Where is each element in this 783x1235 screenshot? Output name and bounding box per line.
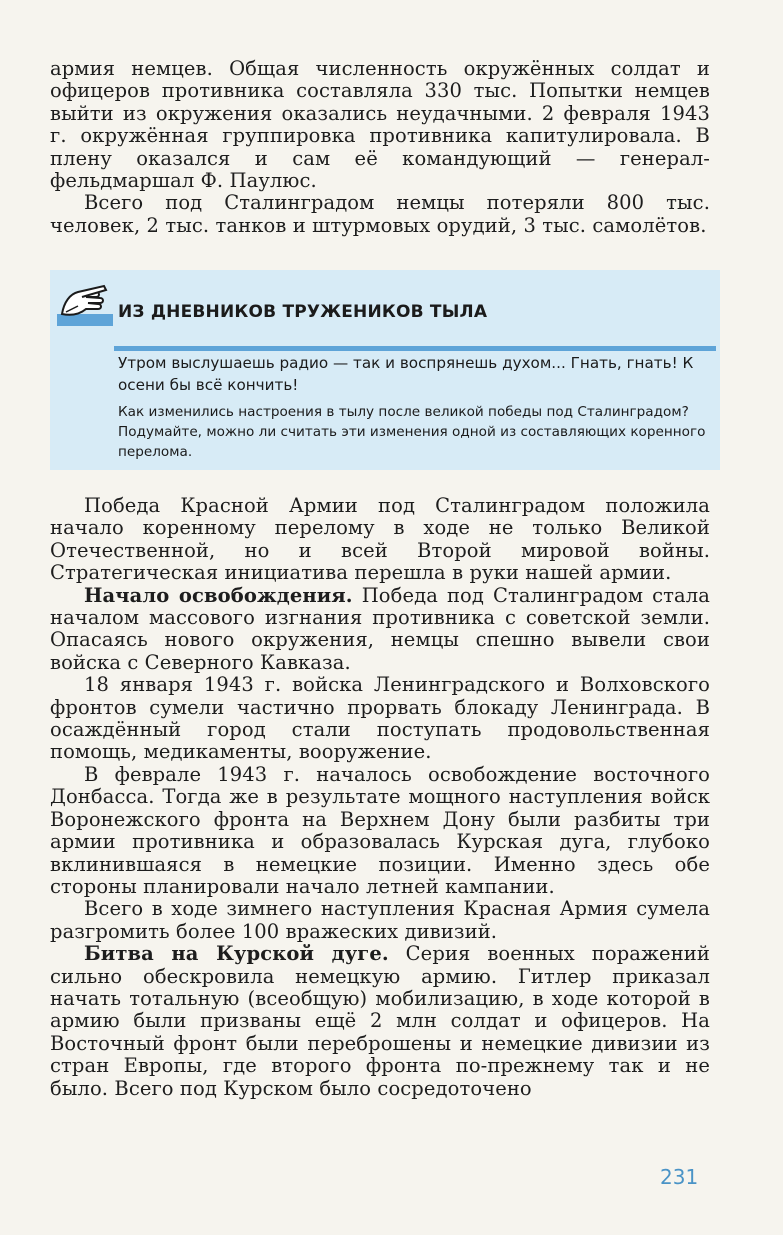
paragraph	[50, 943, 710, 1100]
paragraph: В феврале 1943 г. началось освобождение восточного Донбасса. Тогда же в результате мощного наступления войск Воронежского фронта на Верхнем Дону были разбиты три армии противника и образовалась Курская дуга, глубоко вклинившаяся в немецкие позиции. Именно здесь обе стороны планировали начало летней кампании.	[50, 762, 710, 898]
main-text-block	[50, 495, 710, 1100]
paragraph: Победа Красной Армии под Сталинградом положила начало коренному перелому в ходе не только Великой Отечественной, но и всей Второй мировой войны. Стратегическая инициатива перешла в руки нашей армии.	[50, 494, 710, 585]
paragraph: Всего под Сталинградом немцы потеряли 800 тыс. человек, 2 тыс. танков и штурмовых орудий, 3 тыс. самолётов.	[50, 191, 710, 237]
top-text-block	[50, 58, 710, 237]
page-number: 231	[660, 1165, 699, 1189]
diary-header	[50, 284, 720, 344]
divider	[114, 346, 716, 351]
paragraph: Всего в ходе зимнего наступления Красная Армия сумела разгромить более 100 вражеских дивизий.	[50, 897, 710, 943]
paragraph	[50, 585, 710, 675]
paragraph: 18 января 1943 г. войска Ленинградского и Волховского фронтов сумели частично прорвать блокаду Ленинграда. В осаждённый город стали поступать продовольственная помощь, медикаменты, вооружение.	[50, 673, 710, 764]
diary-title: ИЗ ДНЕВНИКОВ ТРУЖЕНИКОВ ТЫЛА	[118, 302, 488, 322]
paragraph: армия немцев. Общая численность окружённых солдат и офицеров противника составляла 330 тыс. Попытки немцев выйти из окружения оказались неудачными. 2 февраля 1943 г. окружённая группировка противника капитулировала. В плену оказался и сам её командующий — генерал-фельдмаршал Ф. Паулюс.	[50, 57, 710, 193]
diary-question: Как изменились настроения в тылу после великой победы под Сталинградом? Подумайте, можно ли считать эти изменения одной из составляющих коренного перелома.	[118, 404, 706, 460]
diary-quote: Утром выслушаешь радио — так и воспрянешь духом... Гнать, гнать! К осени бы всё кончить!	[118, 354, 694, 394]
section-heading: Начало освобождения.	[84, 583, 353, 607]
diary-box	[50, 270, 720, 470]
paragraph-body: Победа под Сталинградом стала началом массового изгнания противника с советской земли. Опасаясь нового окружения, немцы спешно вывели свои войска с Северного Кавказа.	[50, 583, 710, 674]
section-heading: Битва на Курской дуге.	[84, 942, 389, 966]
paragraph-body: Серия военных поражений сильно обескровила немецкую армию. Гитлер приказал начать тотальную (всеобщую) мобилизацию, в ходе которой в армию были призваны ещё 2 млн солдат и офицеров. На Восточный фронт были переброшены и немецкие дивизии из стран Европы, где второго фронта по-прежнему так и не было. Всего под Курском было сосредоточено	[50, 942, 710, 1100]
writing-hand-icon	[56, 284, 114, 328]
